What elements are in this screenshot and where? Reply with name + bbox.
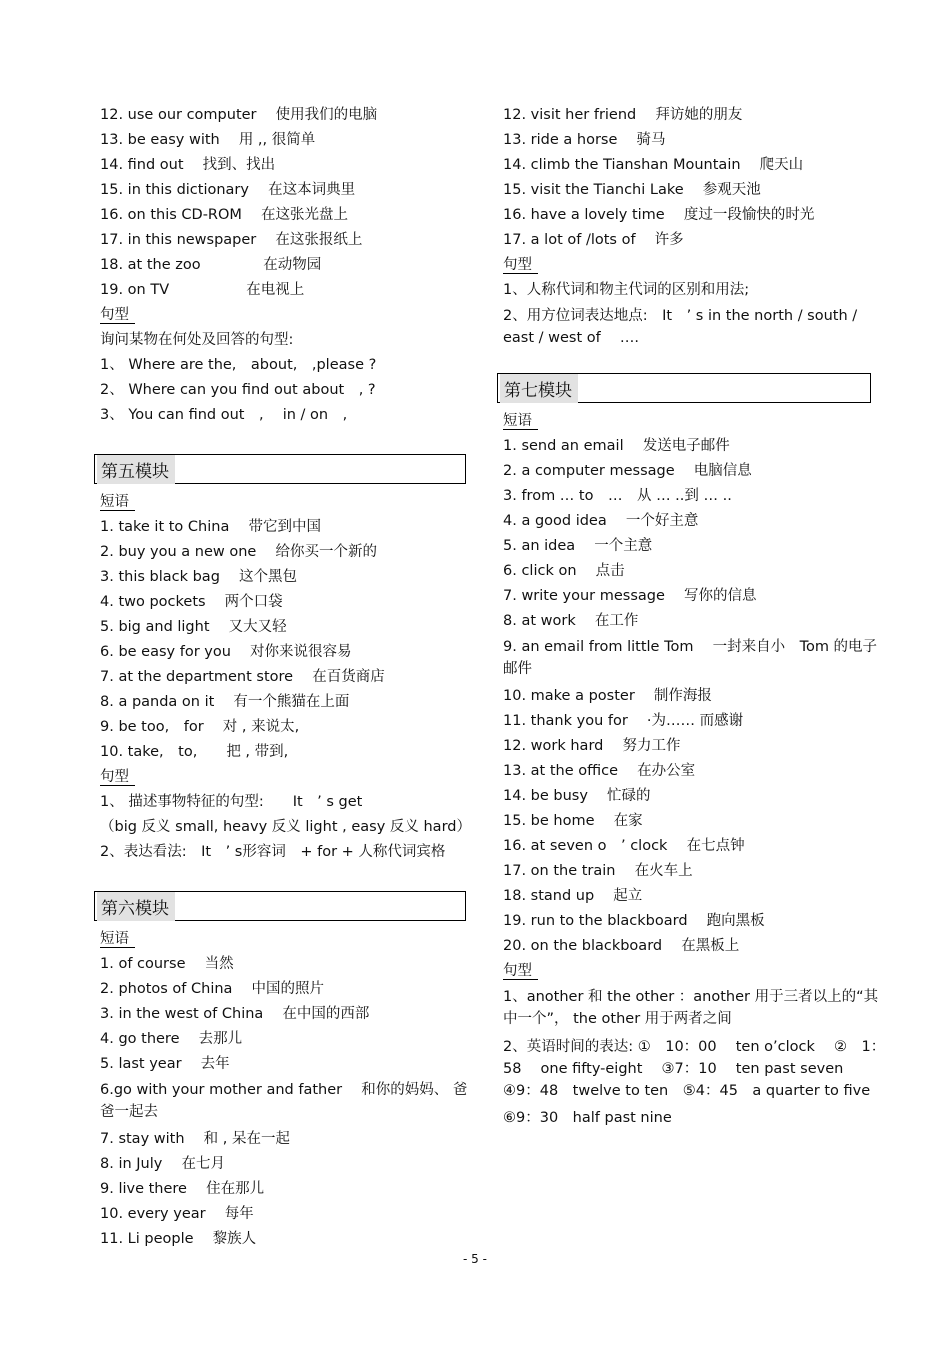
left-column: [100, 105, 470, 1254]
pattern-intro: 询问某物在何处及回答的句型:: [100, 332, 294, 348]
pattern-item: 2、 Where can you find out about , ?: [100, 382, 376, 398]
right-column: [503, 105, 888, 1133]
list-item: 11. Li people 黎族人: [100, 1231, 257, 1247]
list-item: 16. on this CD-ROM 在这张光盘上: [100, 207, 349, 223]
list-item: 1. take it to China 带它到中国: [100, 519, 321, 535]
list-item: 1. of course 当然: [100, 956, 234, 972]
list-item: 13. ride a horse 骑马: [503, 132, 666, 148]
list-item: 4. go there 去那儿: [100, 1031, 243, 1047]
list-item: 11. thank you for ·为…… 而感谢: [503, 713, 744, 729]
list-item: 1. send an email 发送电子邮件: [503, 438, 730, 454]
list-item: 8. at work 在工作: [503, 613, 639, 629]
module5-title-box: [94, 454, 466, 484]
list-item: 2. photos of China 中国的照片: [100, 981, 325, 997]
list-item: 10. make a poster 制作海报: [503, 688, 712, 704]
list-item: 19. on TV 在电视上: [100, 282, 305, 298]
list-item: 5. an idea 一个主意: [503, 538, 653, 554]
module7-title: 第七模块: [500, 374, 578, 403]
sentence-heading: 句型: [100, 767, 470, 792]
list-item: 5. big and light 又大又轻: [100, 619, 287, 635]
list-item: 5. last year 去年: [100, 1056, 230, 1072]
list-item: 18. at the zoo 在动物园: [100, 257, 322, 273]
sentence-heading: 句型: [100, 305, 470, 330]
list-item: 4. a good idea 一个好主意: [503, 513, 699, 529]
sentence-heading: 句型: [503, 255, 888, 280]
list-item: 15. in this dictionary 在这本词典里: [100, 182, 356, 198]
list-item: 10. take, to, 把 , 带到,: [100, 744, 289, 760]
pattern-item: 2、英语时间的表达: ① 10：00 ten o’clock ② 1：58 one fifty-eight ③7：10 ten past seven ④9：48 twelve to ten ⑤4：45 a quarter to five: [503, 1039, 886, 1099]
pattern-item: ⑥9：30 half past nine: [503, 1110, 672, 1126]
list-item: 13. be easy with 用 ,, 很简单: [100, 132, 316, 148]
list-item: 14. climb the Tianshan Mountain 爬天山: [503, 157, 804, 173]
list-item: 10. every year 每年: [100, 1206, 254, 1222]
list-item: 16. at seven o ’ clock 在七点钟: [503, 838, 745, 854]
list-item: 2. buy you a new one 给你买一个新的: [100, 544, 377, 560]
list-item: 18. stand up 起立: [503, 888, 643, 904]
list-item: 17. a lot of /lots of 许多: [503, 232, 684, 248]
list-item: 8. in July 在七月: [100, 1156, 225, 1172]
module6-title: 第六模块: [97, 892, 175, 921]
page-number: - 5 -: [463, 1252, 487, 1266]
list-item: 4. two pockets 两个口袋: [100, 594, 283, 610]
list-item: 9. an email from little Tom 一封来自小 Tom 的电子邮件: [503, 639, 878, 677]
list-item: 7. stay with 和 , 呆在一起: [100, 1131, 290, 1147]
pattern-item: 1、another 和 the other ：another 用于三者以上的“其中一个”， the other 用于两者之间: [503, 989, 879, 1027]
list-item: 15. be home 在家: [503, 813, 643, 829]
list-item: 14. be busy 忙碌的: [503, 788, 651, 804]
list-item: 9. be too, for 对 , 来说太,: [100, 719, 300, 735]
phrase-heading: 短语: [100, 929, 470, 954]
phrase-heading: 短语: [503, 411, 888, 436]
pattern-item: 1、 Where are the, about, ,please ?: [100, 357, 377, 373]
pattern-item: 1、人称代词和物主代词的区别和用法;: [503, 282, 750, 298]
module6-title-box: [94, 891, 466, 921]
list-item: 16. have a lovely time 度过一段愉快的时光: [503, 207, 815, 223]
module7-title-box: [497, 373, 871, 403]
list-item: 3. from … to … 从 … ..到 … ..: [503, 488, 732, 504]
list-item: 19. run to the blackboard 跑向黑板: [503, 913, 765, 929]
pattern-item: 1、 描述事物特征的句型: It ’ s get: [100, 794, 363, 810]
list-item: 9. live there 住在那儿: [100, 1181, 265, 1197]
phrase-heading: 短语: [100, 492, 470, 517]
pattern-item: （big 反义 small, heavy 反义 light , easy 反义 hard）: [100, 819, 471, 835]
list-item: 12. work hard 努力工作: [503, 738, 681, 754]
list-item: 14. find out 找到、找出: [100, 157, 276, 173]
pattern-item: 3、 You can find out , in / on ,: [100, 407, 348, 423]
list-item: 17. on the train 在火车上: [503, 863, 693, 879]
list-item: 7. at the department store 在百货商店: [100, 669, 385, 685]
list-item: 13. at the office 在办公室: [503, 763, 696, 779]
module5-title: 第五模块: [97, 455, 175, 484]
list-item: 7. write your message 写你的信息: [503, 588, 757, 604]
list-item: 20. on the blackboard 在黑板上: [503, 938, 740, 954]
list-item: 8. a panda on it 有一个熊猫在上面: [100, 694, 350, 710]
list-item: 15. visit the Tianchi Lake 参观天池: [503, 182, 761, 198]
sentence-heading: 句型: [503, 961, 888, 986]
list-item: 3. in the west of China 在中国的西部: [100, 1006, 370, 1022]
list-item: 2. a computer message 电脑信息: [503, 463, 752, 479]
list-item: 17. in this newspaper 在这张报纸上: [100, 232, 363, 248]
list-item: 6.go with your mother and father 和你的妈妈、 爸爸一起去: [100, 1082, 468, 1120]
pattern-item: 2、用方位词表达地点: It ’ s in the north / south / east / west of ….: [503, 308, 858, 346]
list-item: 6. click on 点击: [503, 563, 625, 579]
list-item: 12. use our computer 使用我们的电脑: [100, 107, 378, 123]
list-item: 6. be easy for you 对你来说很容易: [100, 644, 352, 660]
list-item: 3. this black bag 这个黑包: [100, 569, 298, 585]
pattern-item: 2、表达看法: It ’ s形容词 + for + 人称代词宾格: [100, 844, 446, 860]
list-item: 12. visit her friend 拜访她的朋友: [503, 107, 743, 123]
